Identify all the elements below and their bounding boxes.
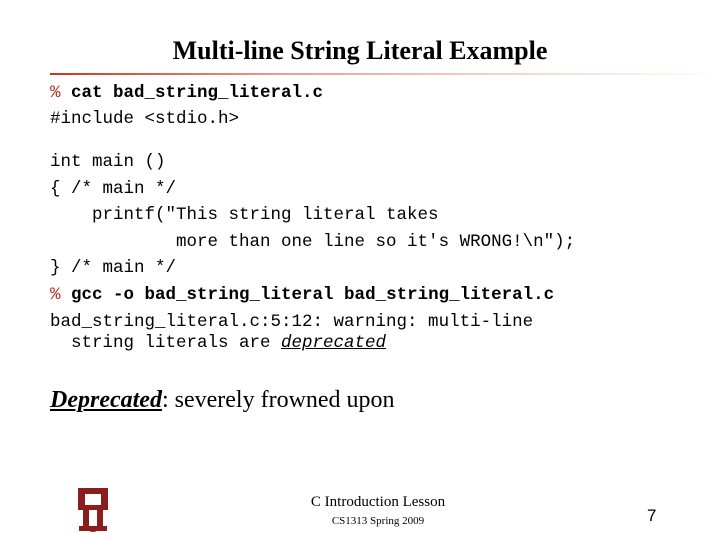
page-number: 7 xyxy=(647,506,657,525)
code-line-printf: printf("This string literal takes xyxy=(50,205,439,225)
code-line-main: int main () xyxy=(50,152,166,172)
cat-command: cat bad_string_literal.c xyxy=(71,83,324,103)
definition-text: : severely frowned upon xyxy=(161,387,395,413)
deprecated-word: deprecated xyxy=(281,333,387,353)
command-line-cat xyxy=(50,83,323,103)
compiler-warning-line1: bad_string_literal.c:5:12: warning: multi-line xyxy=(50,312,534,332)
shell-prompt: % xyxy=(50,83,72,103)
warning-text: string literals are xyxy=(50,333,282,353)
footer-lesson: C Introduction Lesson xyxy=(310,494,446,510)
footer-course: CS1313 Spring 2009 xyxy=(331,515,425,527)
gcc-command: gcc -o bad_string_literal bad_string_literal.c xyxy=(71,285,555,305)
command-line-gcc xyxy=(50,285,554,305)
definition-term: Deprecated xyxy=(50,387,162,413)
code-line-printf-cont: more than one line so it's WRONG!\n"); xyxy=(50,232,576,252)
slide-title: Multi-line String Literal Example xyxy=(172,36,548,65)
title-underline xyxy=(50,73,720,75)
code-line-close-brace: } /* main */ xyxy=(50,258,177,278)
definition-line xyxy=(50,387,395,414)
code-line-include: #include <stdio.h> xyxy=(50,109,240,129)
shell-prompt: % xyxy=(50,285,72,305)
code-line-open-brace: { /* main */ xyxy=(50,179,177,199)
compiler-warning-line2 xyxy=(50,333,386,353)
